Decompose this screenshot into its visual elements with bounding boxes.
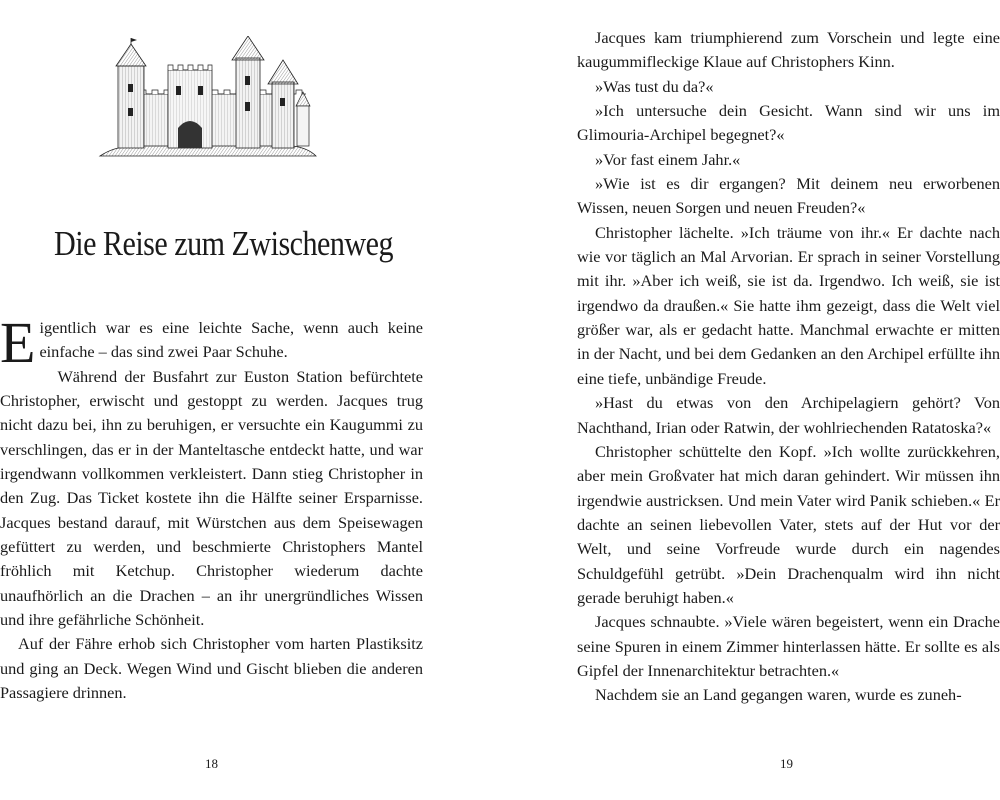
right-page-text <box>577 26 1000 708</box>
paragraph: Jacques kam triumphierend zum Vorschein und legte eine kaugummifleckige Klaue auf Christophers Kinn. <box>577 28 1000 72</box>
paragraph: »Hast du etwas von den Archipelagiern gehört? Von Nachthand, Irian oder Ratwin, der wohlriechenden Ratatoska?« <box>577 393 1000 437</box>
castle-illustration-icon <box>98 36 318 160</box>
paragraph: Nachdem sie an Land gegangen waren, wurde es zuneh- <box>595 685 962 705</box>
first-paragraph-text: igentlich war es eine leichte Sache, wenn auch keine einfache – das sind zwei Paar Schuhe. <box>39 318 423 362</box>
paragraph: Jacques schnaubte. »Viele wären begeistert, wenn ein Drache seine Spuren in einem Zimmer hinterlassen hätte. Er sollte es als Gipfel der Innenarchitektur betrachten.« <box>577 612 1000 680</box>
paragraph: »Wie ist es dir ergangen? Mit deinem neu erworbenen Wissen, neuen Sorgen und neuen Freuden?« <box>577 174 1000 218</box>
paragraph: Auf der Fähre erhob sich Christopher vom harten Plastiksitz und ging an Deck. Wegen Wind und Gischt blieben die anderen Passagiere drinnen. <box>0 634 423 703</box>
chapter-title: Die Reise zum Zwischenweg <box>54 224 394 263</box>
paragraph: Christopher lächelte. »Ich träume von ihr.« Er dachte nach wie vor täglich an Mal Arvorian. Er sprach in seiner Vorstellung mit ihr. »Aber ich weiß, sie ist da. Irgendwo. Ich weiß, sie ist irgendwo da draußen.« Sie hatte ihm gezeigt, dass die Welt viel größer war, als er gedacht hatte. Manchmal erwachte er mitten in der Nacht, und bei dem Gedanken an den Archipel erfüllte ihn eine tiefe, unbändige Freude. <box>577 222 1000 388</box>
page-number-right: 19 <box>780 756 793 771</box>
paragraph: Christopher schüttelte den Kopf. »Ich wollte zurückkehren, aber mein Großvater hat mich daran gehindert. Wir müssen ihn irgendwie austricksen. Und mein Vater wird Panik schieben.« Er dachte an seinen liebevollen Vater, stets auf der Hut vor der Welt, und seine Vorfreude wurde durch ein nagendes Schuldgefühl getrübt. »Dein Drachenqualm wird ihn nicht gerade beruhigt haben.« <box>577 441 1000 607</box>
first-paragraph <box>0 310 423 375</box>
right-page <box>560 0 1000 800</box>
paragraph: »Was tust du da?« <box>595 76 714 96</box>
left-page <box>0 0 440 800</box>
page-number-left: 18 <box>205 756 218 771</box>
paragraph: Während der Busfahrt zur Euston Station befürchtete Christopher, erwischt und gestoppt zu werden. Jacques trug nicht dazu bei, ihn zu beruhigen, er versuchte ein Kaugummi zu verschlingen, das er in der Manteltasche entdeckt hatte, und war irgendwann vollkommen verkleistert. Dann stieg Christopher in den Zug. Das Ticket kostete ihn die Hälfte seiner Ersparnisse. Jacques bestand darauf, mit Würstchen aus dem Speisewagen gefüttert zu werden, und beschmierte Christophers Mantel fröhlich mit Ketchup. Christopher wiederum dachte unaufhörlich an die Drachen – an ihr unergründliches Wissen und ihre gefährliche Schönheit. <box>0 366 423 630</box>
left-page-text <box>0 310 423 706</box>
paragraph: »Vor fast einem Jahr.« <box>595 149 741 169</box>
drop-cap: E <box>0 310 36 375</box>
paragraph: »Ich untersuche dein Gesicht. Wann sind wir uns im Glimouria-Archipel begegnet?« <box>577 101 1000 145</box>
